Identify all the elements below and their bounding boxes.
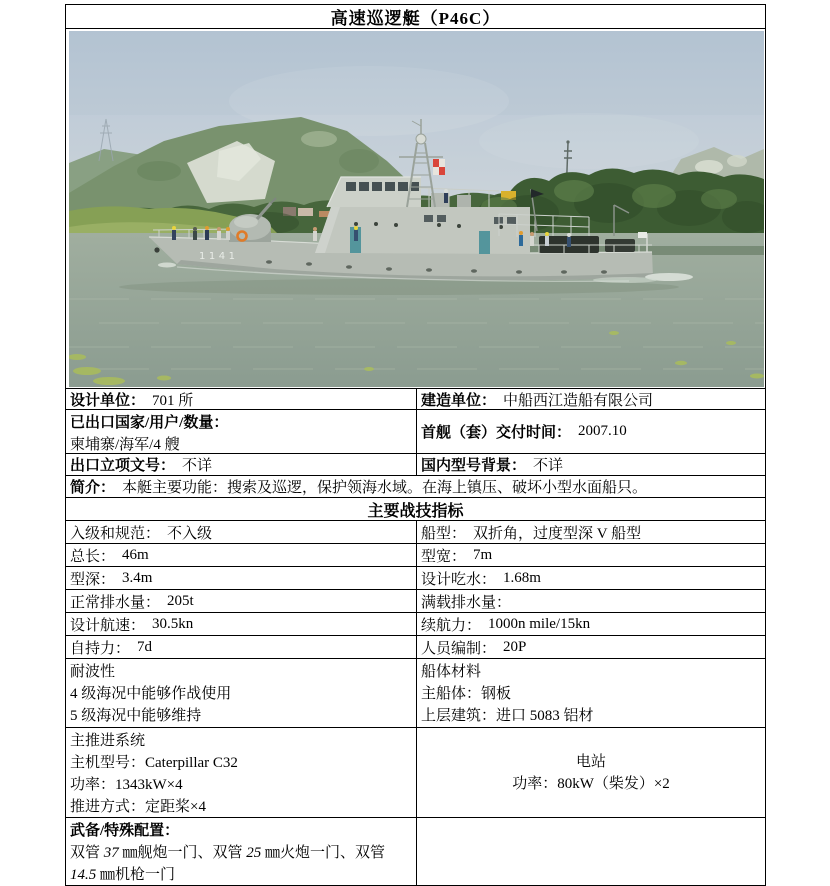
text-line: 功率：80kW（柴发）×2	[512, 775, 670, 792]
field-value: 不入级	[167, 525, 213, 542]
spec-document-table	[65, 4, 766, 886]
cell-delivery	[416, 410, 765, 453]
cell-spec	[416, 636, 765, 658]
anchor	[154, 247, 159, 252]
table-row	[66, 590, 765, 613]
text-line: 4 级海况中能够作战使用	[70, 686, 232, 702]
cell-intro	[66, 476, 765, 497]
field-value: 7d	[137, 638, 153, 655]
field-label: 入级和规范：	[70, 525, 161, 542]
cell-export	[66, 410, 416, 453]
cell-power-station	[416, 728, 765, 817]
field-value: 1000n mile/15kn	[488, 615, 591, 632]
field-value: 20P	[503, 638, 527, 655]
cell-builder	[416, 389, 765, 409]
text-segment: 双管	[70, 845, 104, 861]
field-value: 柬埔寨/海军/4 艘	[70, 437, 180, 453]
radar-dome	[416, 134, 426, 144]
signal-flag	[433, 159, 445, 175]
text-line: 主机型号：Caterpillar C32	[70, 755, 238, 771]
bow-wave	[158, 263, 176, 268]
text-segment: ㎜火炮一门、双管	[261, 845, 386, 861]
field-value: 本艇主要功能：搜索及巡逻，保护领海水域。在海上镇压、破坏小型水面船只。	[122, 480, 648, 496]
table-row	[66, 567, 765, 590]
text-line: 主船体：钢板	[421, 686, 512, 702]
cell-design-unit	[66, 389, 416, 409]
text-line: 5 级海况中能够维持	[70, 708, 202, 724]
cell-spec	[66, 590, 416, 612]
text-line: 功率：1343kW×4	[70, 777, 183, 793]
field-label: 简介：	[70, 480, 116, 496]
field-value: 不详	[533, 458, 564, 474]
text-line: 船体材料	[421, 664, 482, 680]
table-row	[66, 613, 765, 636]
field-value: 不详	[182, 458, 213, 474]
field-label: 出口立项文号：	[70, 458, 176, 474]
cell-spec	[416, 613, 765, 635]
field-value: 701 所	[152, 392, 194, 409]
patrol-boat-photo	[69, 31, 764, 387]
field-label: 设计航速：	[70, 617, 146, 634]
field-value: 205t	[167, 592, 194, 609]
field-label: 续航力：	[421, 617, 482, 634]
stern-flag	[638, 232, 647, 238]
cell-spec	[66, 521, 416, 543]
table-row	[66, 454, 765, 476]
table-row	[66, 818, 765, 885]
table-row	[66, 389, 765, 410]
cell-weapons	[66, 818, 416, 885]
text-line: 推进方式：定距桨×4	[70, 799, 206, 815]
table-row	[66, 521, 765, 544]
table-row	[66, 636, 765, 659]
field-label: 建造单位：	[421, 392, 497, 409]
field-label: 设计吃水：	[421, 571, 497, 588]
cell-spec	[416, 567, 765, 589]
cell-spec	[416, 544, 765, 566]
field-label: 首舰（套）交付时间：	[421, 425, 572, 441]
table-row	[66, 728, 765, 818]
field-label: 国内型号背景：	[421, 458, 527, 474]
table-row	[66, 544, 765, 567]
field-label: 正常排水量：	[70, 594, 161, 611]
field-value: 30.5kn	[152, 615, 194, 632]
cell-spec	[416, 521, 765, 543]
text-segment: ㎜机枪一门	[96, 867, 176, 883]
text-line: 耐波性	[70, 664, 116, 680]
text-segment: ㎜舰炮一门、双管	[118, 845, 247, 861]
field-value: 46m	[122, 546, 149, 563]
text-segment: 37	[103, 845, 119, 861]
field-value: 中船西江造船有限公司	[503, 392, 654, 409]
wake	[593, 277, 657, 283]
table-row	[66, 659, 765, 728]
field-value: 2007.10	[578, 423, 627, 439]
cell-spec	[66, 636, 416, 658]
cell-background	[416, 454, 765, 475]
field-label: 自持力：	[70, 640, 131, 657]
cell-spec	[416, 590, 765, 612]
table-row	[66, 476, 765, 498]
field-value: 7m	[473, 546, 493, 563]
field-label: 人员编制：	[421, 640, 497, 657]
cell-seakeeping	[66, 659, 416, 727]
cell-spec	[66, 544, 416, 566]
cell-empty	[416, 818, 765, 885]
text-line: 上层建筑：进口 5083 铝材	[421, 708, 594, 724]
field-label: 武备/特殊配置：	[70, 823, 180, 839]
weapons-description	[70, 845, 385, 883]
field-label: 已出口国家/用户/数量：	[70, 415, 229, 431]
field-label: 总长：	[70, 548, 116, 565]
field-label: 满载排水量：	[421, 594, 512, 611]
field-value: 双折角，过度型深 V 船型	[473, 525, 642, 542]
field-label: 型宽：	[421, 548, 467, 565]
field-label: 船型：	[421, 525, 467, 542]
text-segment: 14.5	[70, 867, 97, 883]
cell-propulsion	[66, 728, 416, 817]
table-row	[66, 410, 765, 454]
field-label: 型深：	[70, 571, 116, 588]
cell-export-doc	[66, 454, 416, 475]
field-value: 1.68m	[503, 569, 541, 586]
document-title: 高速巡逻艇（P46C）	[66, 5, 765, 29]
cell-spec	[66, 567, 416, 589]
field-label: 设计单位：	[70, 392, 146, 409]
deckhouse	[315, 207, 530, 254]
cell-spec	[66, 613, 416, 635]
field-value: 3.4m	[122, 569, 153, 586]
section-header: 主要战技指标	[66, 498, 765, 521]
hull-number-text: 1141	[199, 251, 239, 262]
text-segment: 25	[246, 845, 262, 861]
text-line: 电站	[575, 753, 606, 770]
teal-door	[479, 231, 490, 254]
photo-cell	[66, 29, 765, 389]
text-line: 主推进系统	[70, 733, 146, 749]
cell-hull-material	[416, 659, 765, 727]
